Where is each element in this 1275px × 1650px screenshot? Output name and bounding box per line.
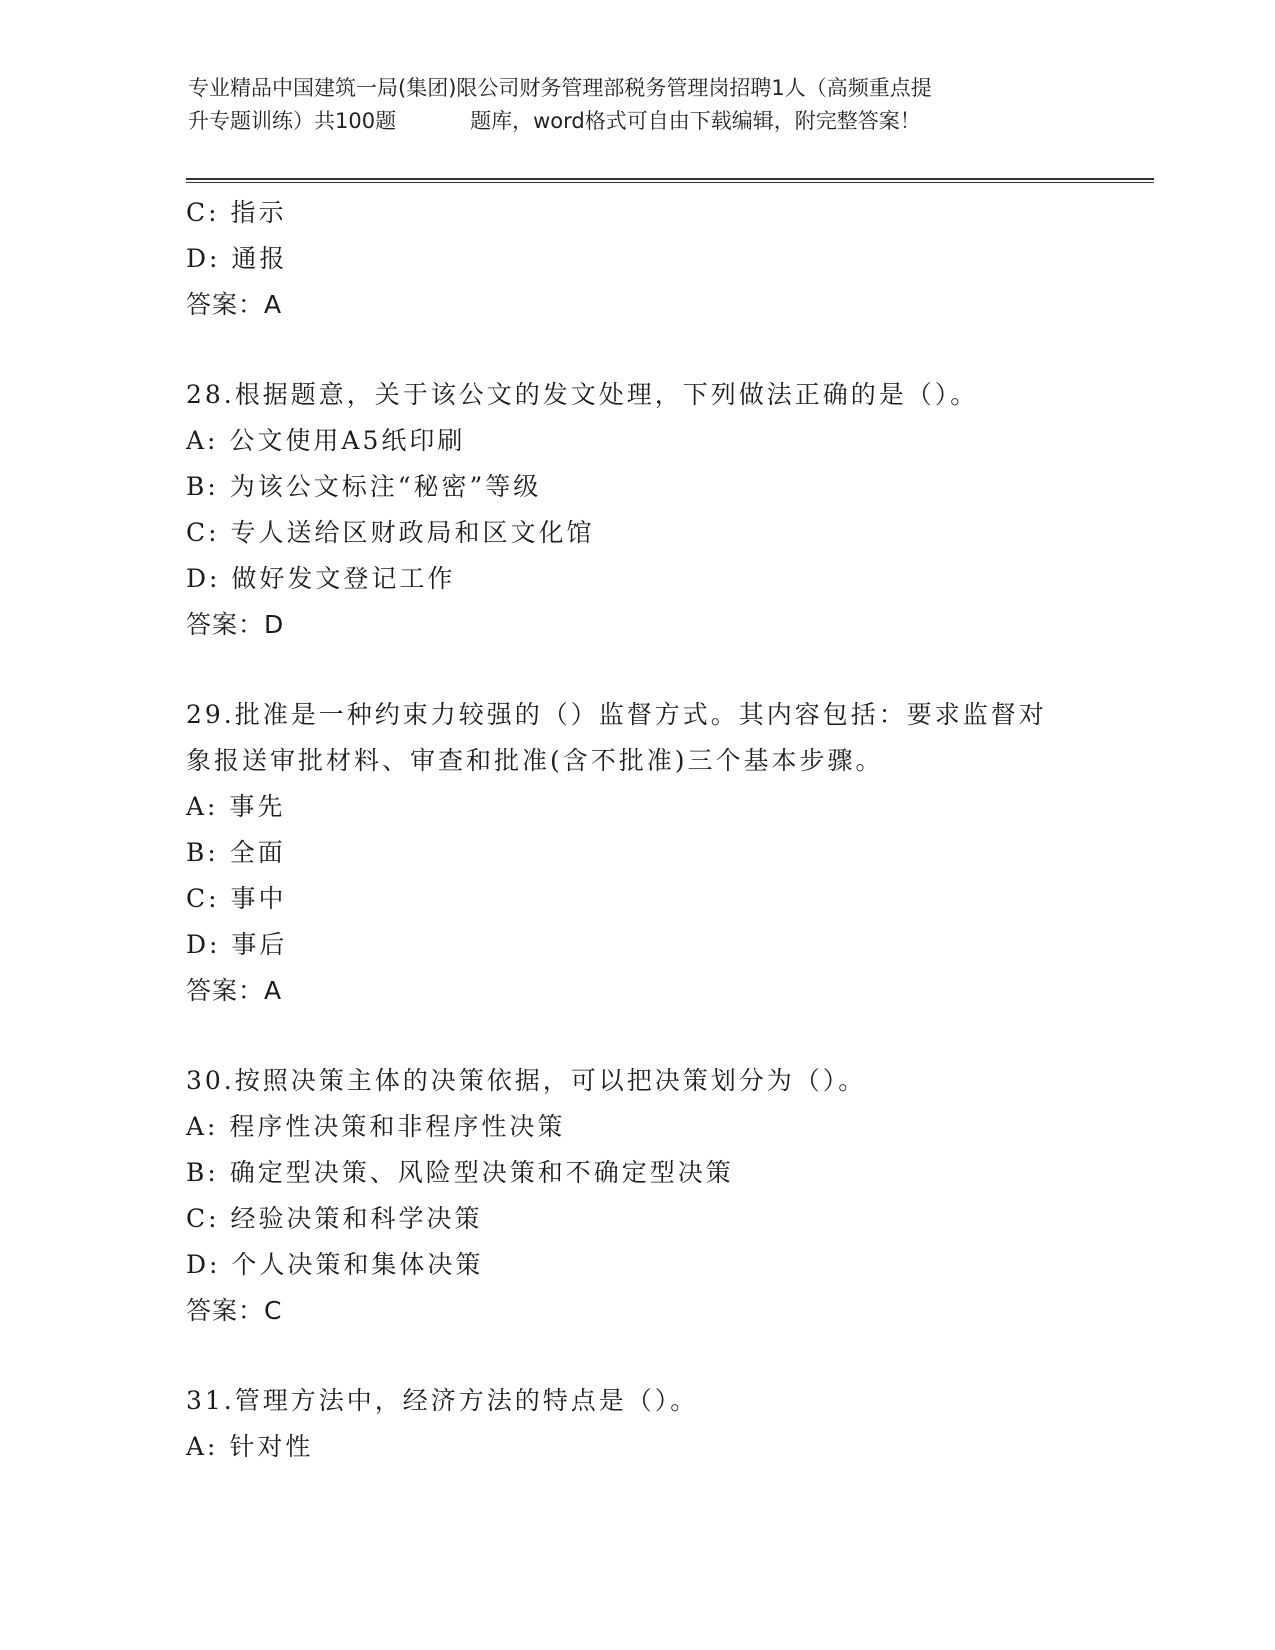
page-header bbox=[188, 72, 1088, 138]
option-a: A: 事先 bbox=[186, 792, 286, 821]
header-line-2-left: 升专题训练）共100题 bbox=[188, 109, 397, 133]
header-divider bbox=[186, 178, 1154, 183]
question-stem-line-2: 象报送审批材料、审查和批准(含不批准)三个基本步骤。 bbox=[186, 746, 884, 775]
option-d: D: 通报 bbox=[186, 244, 288, 273]
header-line-2-right: 题库，word格式可自由下载编辑，附完整答案！ bbox=[470, 109, 921, 133]
question-block-29 bbox=[186, 692, 1146, 1014]
answer-line: 答案：A bbox=[186, 290, 283, 319]
question-block-28 bbox=[186, 372, 1146, 648]
document-body bbox=[186, 190, 1146, 1470]
option-c: C: 经验决策和科学决策 bbox=[186, 1204, 483, 1233]
option-d: D: 事后 bbox=[186, 930, 288, 959]
answer-line: 答案：C bbox=[186, 1296, 283, 1325]
question-block-30 bbox=[186, 1058, 1146, 1334]
question-block-31 bbox=[186, 1378, 1146, 1470]
option-c: C: 专人送给区财政局和区文化馆 bbox=[186, 518, 595, 547]
answer-line: 答案：D bbox=[186, 610, 285, 639]
option-c: C: 事中 bbox=[186, 884, 287, 913]
option-b: B: 确定型决策、风险型决策和不确定型决策 bbox=[186, 1158, 734, 1187]
option-a: A: 针对性 bbox=[186, 1432, 314, 1461]
question-stem-line-1: 29.批准是一种约束力较强的（）监督方式。其内容包括：要求监督对 bbox=[186, 700, 1047, 729]
header-line-2 bbox=[188, 105, 1088, 138]
answer-line: 答案：A bbox=[186, 976, 283, 1005]
option-c: C: 指示 bbox=[186, 198, 287, 227]
question-block-27 bbox=[186, 190, 1146, 328]
option-d: D: 做好发文登记工作 bbox=[186, 564, 456, 593]
option-b: B: 全面 bbox=[186, 838, 286, 867]
question-stem: 31.管理方法中，经济方法的特点是（）。 bbox=[186, 1386, 699, 1415]
question-stem: 28.根据题意，关于该公文的发文处理，下列做法正确的是（）。 bbox=[186, 380, 979, 409]
option-a: A: 程序性决策和非程序性决策 bbox=[186, 1112, 566, 1141]
option-b: B: 为该公文标注“秘密”等级 bbox=[186, 472, 542, 501]
option-a: A: 公文使用A5纸印刷 bbox=[186, 426, 466, 455]
header-line-1: 专业精品中国建筑一局(集团)限公司财务管理部税务管理岗招聘1人（高频重点提 bbox=[188, 76, 932, 100]
question-stem: 30.按照决策主体的决策依据，可以把决策划分为（）。 bbox=[186, 1066, 867, 1095]
option-d: D: 个人决策和集体决策 bbox=[186, 1250, 484, 1279]
